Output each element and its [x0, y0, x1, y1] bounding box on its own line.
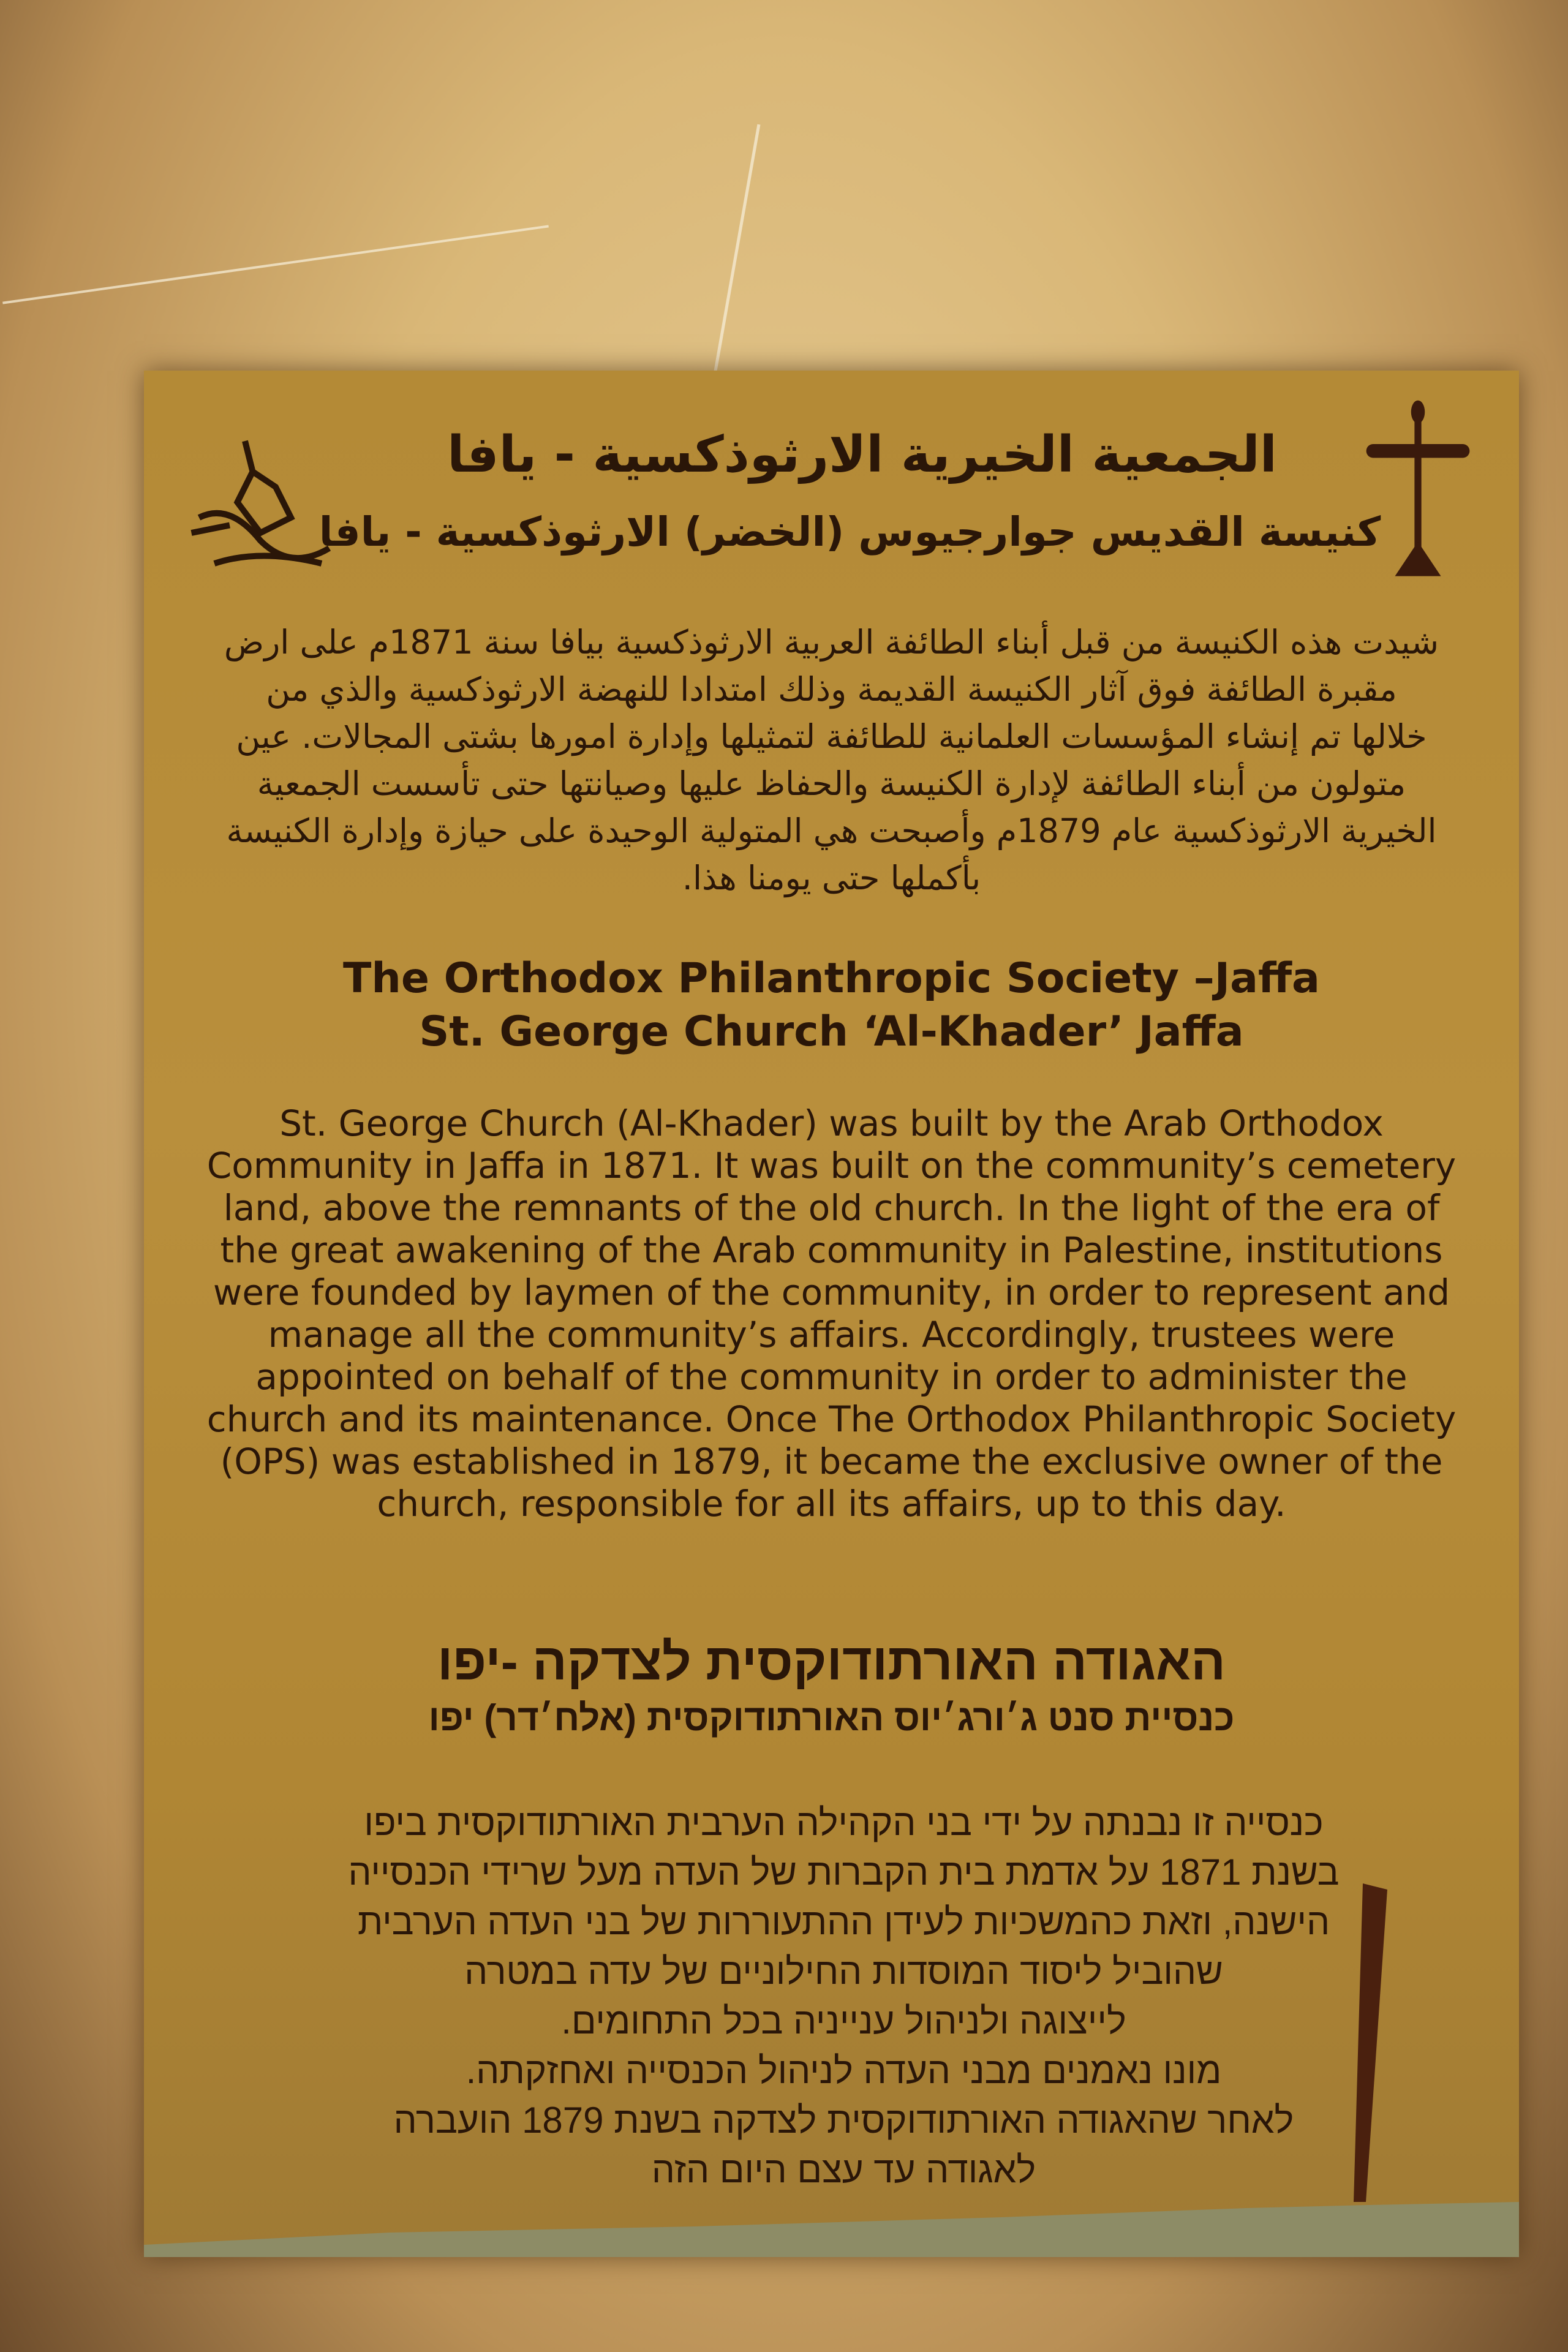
english-subtitle: St. George Church ‘Al-Khader’ Jaffa	[419, 1008, 1244, 1056]
hebrew-title: האגודה האורתודוקסית לצדקה -יפו	[437, 1633, 1226, 1691]
hebrew-line: הישנה, וזאת כהמשכיות לעידן ההתעוררות של בני העדה הערבית	[357, 1901, 1330, 1942]
english-title: The Orthodox Philanthropic Society –Jaffa	[343, 954, 1320, 1003]
english-body: St. George Church (Al-Khader) was built by the Arab Orthodox Community in Jaffa in 1871. It was built on the community’s cemetery land, above the remnants of the old church. In the light of the era of the great awakening of the Arab community in Palestine, institutions were founded by laymen of the community, in order to represent and manage all the community’s affairs. Accordingly, trustees were appointed on behalf of the community in order to administer the church and its maintenance. Once The Orthodox Philanthropic Society (OPS) was established in 1879, it became the exclusive owner of the church, responsible for all its affairs, up to this day.	[206, 1102, 1457, 1525]
arabic-body: شيدت هذه الكنيسة من قبل أبناء الطائفة العربية الارثوذكسية بيافا سنة 1871م على ارض مقبرة الطائفة فوق آثار الكنيسة القديمة وذلك امتدادا للنهضة الارثوذكسية والذي من خلالها تم إنشاء المؤسسات العلمانية للطائفة لتمثيلها وإدارة امورها بشتى المجالات. عين متولون من أبناء الطائفة لإدارة الكنيسة والحفاظ عليها وصيانتها حتى تأسست الجمعية الخيرية الارثوذكسية عام 1879م وأصبحت هي المتولية الوحيدة على حيازة وإدارة الكنيسة بأكملها حتى يومنا هذا.	[224, 623, 1439, 897]
hebrew-line: בשנת 1871 על אדמת בית הקברות של העדה מעל שרידי הכנסייה	[348, 1852, 1340, 1893]
paper-crack	[713, 124, 761, 378]
arabic-subtitle: كنيسة القديس جوارجيوس (الخضر) الارثوذكسية - يافا	[318, 508, 1381, 556]
hebrew-line: שהוביל ליסוד המוסדות החילוניים של עדה במטרה	[464, 1951, 1223, 1992]
hebrew-line: לייצוגה ולניהול ענייניה בכל התחומים.	[561, 2000, 1126, 2041]
hebrew-line: לאגודה עד עצם היום הזה	[651, 2149, 1036, 2190]
arabic-title: الجمعية الخيرية الارثوذكسية - يافا	[447, 426, 1277, 484]
hebrew-line: כנסייה זו נבנתה על ידי בני הקהילה הערבית האורתודוקסית ביפו	[364, 1802, 1324, 1843]
paper-crack	[2, 225, 549, 304]
hebrew-subtitle: כנסיית סנט ג׳ורג׳יוס האורתודוקסית (אלח׳דר) יפו	[428, 1697, 1235, 1738]
hebrew-line: לאחר שהאגודה האורתודוקסית לצדקה בשנת 1879 הועברה	[393, 2100, 1294, 2141]
plaque	[144, 371, 1519, 2257]
hebrew-line: מונו נאמנים מבני העדה לניהול הכנסייה ואחזקתה.	[466, 2050, 1222, 2091]
hebrew-body	[144, 1798, 1519, 2195]
